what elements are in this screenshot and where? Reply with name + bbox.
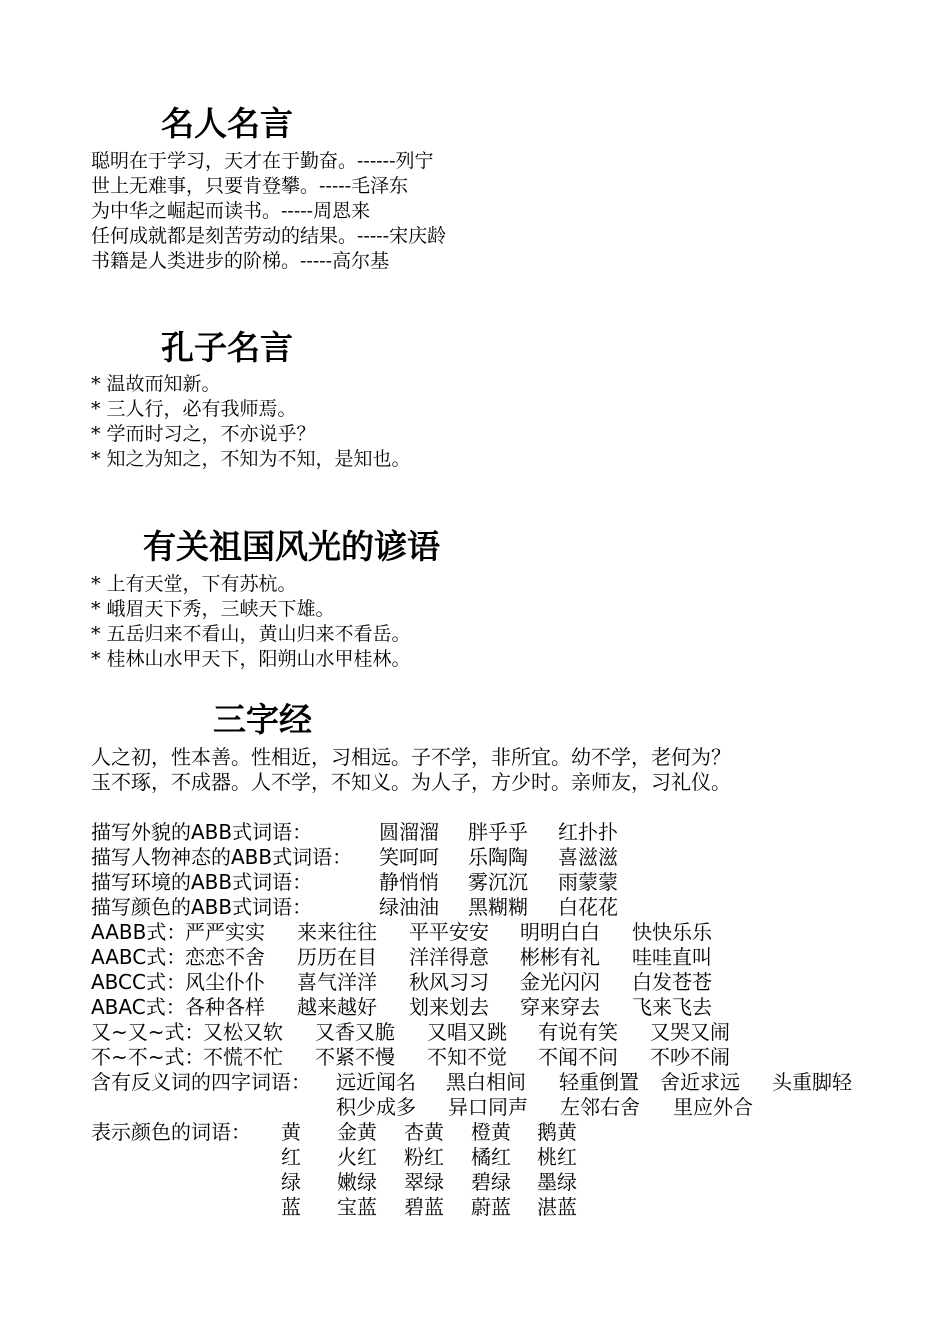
color-label: 表示颜色的词语： <box>91 1120 251 1144</box>
pattern-word: 历历在目 <box>297 945 377 969</box>
abb-row-label: 描写颜色的ABB式词语： <box>91 895 313 919</box>
scenery-proverb: * 峨眉天下秀，三峡天下雄。 <box>91 598 335 620</box>
pattern-row <box>91 945 911 970</box>
confucius-quote: * 三人行，必有我师焉。 <box>91 398 297 420</box>
scenery-proverbs-heading: 有关祖国风光的谚语 <box>143 527 440 566</box>
antonym-word: 远近闻名 <box>336 1070 416 1094</box>
color-word: 蔚蓝 <box>471 1195 511 1219</box>
color-word: 粉红 <box>404 1145 444 1169</box>
abb-word: 笑呵呵 <box>379 845 439 869</box>
abb-word: 静悄悄 <box>379 870 439 894</box>
color-word: 橘红 <box>471 1145 511 1169</box>
abb-word: 圆溜溜 <box>379 820 439 844</box>
color-word: 红 <box>281 1145 301 1169</box>
pattern-row <box>91 920 911 945</box>
color-word: 碧绿 <box>471 1170 511 1194</box>
abb-word-list <box>91 820 911 1220</box>
pattern-word: 严严实实 <box>185 920 265 944</box>
pattern-word: 不紧不慢 <box>315 1045 395 1069</box>
abb-word: 乐陶陶 <box>468 845 528 869</box>
color-word: 绿 <box>281 1170 301 1194</box>
color-word: 碧蓝 <box>404 1195 444 1219</box>
pattern-word: 穿来穿去 <box>520 995 600 1019</box>
abb-word: 绿油油 <box>379 895 439 919</box>
abb-word: 黑糊糊 <box>468 895 528 919</box>
pattern-word: 彬彬有礼 <box>520 945 600 969</box>
pattern-row <box>91 1045 911 1070</box>
scenery-proverbs-list <box>91 572 411 672</box>
pattern-row-label: ABAC式： <box>91 995 186 1019</box>
pattern-word: 风尘仆仆 <box>185 970 265 994</box>
confucius-quotes-list <box>91 372 411 472</box>
pattern-word: 划来划去 <box>409 995 489 1019</box>
pattern-word: 平平安安 <box>409 920 489 944</box>
sanzijing-heading: 三字经 <box>213 700 312 739</box>
antonym-row <box>91 1070 911 1095</box>
pattern-row <box>91 970 911 995</box>
pattern-row-label: 不~不~式： <box>91 1045 205 1069</box>
pattern-word: 又哭又闹 <box>650 1020 730 1044</box>
confucius-quote: * 学而时习之，不亦说乎？ <box>91 423 316 445</box>
abb-word: 红扑扑 <box>558 820 618 844</box>
famous-quote: 聪明在于学习，天才在于勤奋。------列宁 <box>91 150 434 172</box>
antonym-word: 舍近求远 <box>660 1070 740 1094</box>
famous-quote: 世上无难事，只要肯登攀。-----毛泽东 <box>91 175 409 197</box>
color-word: 墨绿 <box>537 1170 577 1194</box>
famous-quote: 书籍是人类进步的阶梯。-----高尔基 <box>91 250 390 272</box>
sanzijing-line: 人之初，性本善。性相近，习相远。子不学，非所宜。幼不学，老何为？ <box>91 745 731 769</box>
pattern-word: 喜气洋洋 <box>297 970 377 994</box>
pattern-row <box>91 995 911 1020</box>
confucius-quote: * 温故而知新。 <box>91 373 221 395</box>
antonym-word: 黑白相间 <box>446 1070 526 1094</box>
pattern-word: 又香又脆 <box>315 1020 395 1044</box>
pattern-word: 又唱又跳 <box>427 1020 507 1044</box>
antonym-label: 含有反义词的四字词语： <box>91 1070 311 1094</box>
famous-quote: 任何成就都是刻苦劳动的结果。-----宋庆龄 <box>91 225 447 247</box>
antonym-word: 轻重倒置 <box>559 1070 639 1094</box>
pattern-word: 不慌不忙 <box>203 1045 283 1069</box>
abb-row <box>91 870 911 895</box>
color-word: 宝蓝 <box>337 1195 377 1219</box>
scenery-proverb: * 五岳归来不看山，黄山归来不看岳。 <box>91 623 411 645</box>
color-word: 火红 <box>337 1145 377 1169</box>
antonym-word: 积少成多 <box>336 1095 416 1119</box>
pattern-word: 飞来飞去 <box>632 995 712 1019</box>
abb-row-label: 描写环境的ABB式词语： <box>91 870 313 894</box>
color-row <box>91 1120 911 1145</box>
color-word: 杏黄 <box>404 1120 444 1144</box>
pattern-row-label: 又~又~式： <box>91 1020 205 1044</box>
abb-row <box>91 895 911 920</box>
pattern-word: 又松又软 <box>203 1020 283 1044</box>
color-word: 嫩绿 <box>337 1170 377 1194</box>
color-word: 湛蓝 <box>537 1195 577 1219</box>
pattern-word: 来来往往 <box>297 920 377 944</box>
scenery-proverb: * 上有天堂，下有苏杭。 <box>91 573 297 595</box>
pattern-row <box>91 1020 911 1045</box>
pattern-word: 哇哇直叫 <box>632 945 712 969</box>
antonym-row <box>91 1095 911 1120</box>
color-word: 橙黄 <box>471 1120 511 1144</box>
abb-word: 胖乎乎 <box>468 820 528 844</box>
pattern-row-label: AABB式： <box>91 920 187 944</box>
antonym-word: 里应外合 <box>673 1095 753 1119</box>
color-row <box>91 1145 911 1170</box>
pattern-word: 越来越好 <box>297 995 377 1019</box>
color-word: 金黄 <box>337 1120 377 1144</box>
confucius-quotes-heading: 孔子名言 <box>161 328 293 367</box>
color-row <box>91 1170 911 1195</box>
antonym-word: 左邻右舍 <box>560 1095 640 1119</box>
color-word: 黄 <box>281 1120 301 1144</box>
famous-quotes-list <box>91 149 446 274</box>
antonym-word: 异口同声 <box>448 1095 528 1119</box>
pattern-row-label: AABC式： <box>91 945 187 969</box>
color-word: 鹅黄 <box>537 1120 577 1144</box>
famous-quotes-heading: 名人名言 <box>161 104 293 143</box>
pattern-word: 恋恋不舍 <box>185 945 265 969</box>
abb-word: 雨蒙蒙 <box>558 870 618 894</box>
sanzijing-text <box>91 745 731 795</box>
pattern-word: 快快乐乐 <box>632 920 712 944</box>
color-word: 翠绿 <box>404 1170 444 1194</box>
abb-row-label: 描写人物神态的ABB式词语： <box>91 845 353 869</box>
color-row <box>91 1195 911 1220</box>
pattern-word: 有说有笑 <box>538 1020 618 1044</box>
abb-row <box>91 820 911 845</box>
color-word: 桃红 <box>537 1145 577 1169</box>
pattern-word: 金光闪闪 <box>520 970 600 994</box>
famous-quote: 为中华之崛起而读书。-----周恩来 <box>91 200 371 222</box>
pattern-word: 不闻不问 <box>538 1045 618 1069</box>
color-word: 蓝 <box>281 1195 301 1219</box>
scenery-proverb: * 桂林山水甲天下，阳朔山水甲桂林。 <box>91 648 411 670</box>
pattern-word: 白发苍苍 <box>632 970 712 994</box>
pattern-word: 秋风习习 <box>409 970 489 994</box>
pattern-word: 洋洋得意 <box>409 945 489 969</box>
abb-word: 雾沉沉 <box>468 870 528 894</box>
sanzijing-line: 玉不琢，不成器。人不学，不知义。为人子，方少时。亲师友，习礼仪。 <box>91 770 731 794</box>
abb-word: 喜滋滋 <box>558 845 618 869</box>
pattern-word: 不吵不闹 <box>650 1045 730 1069</box>
pattern-row-label: ABCC式： <box>91 970 186 994</box>
pattern-word: 各种各样 <box>185 995 265 1019</box>
abb-row <box>91 845 911 870</box>
pattern-word: 明明白白 <box>520 920 600 944</box>
pattern-word: 不知不觉 <box>427 1045 507 1069</box>
abb-word: 白花花 <box>558 895 618 919</box>
antonym-word: 头重脚轻 <box>772 1070 852 1094</box>
abb-row-label: 描写外貌的ABB式词语： <box>91 820 313 844</box>
confucius-quote: * 知之为知之，不知为不知，是知也。 <box>91 448 411 470</box>
